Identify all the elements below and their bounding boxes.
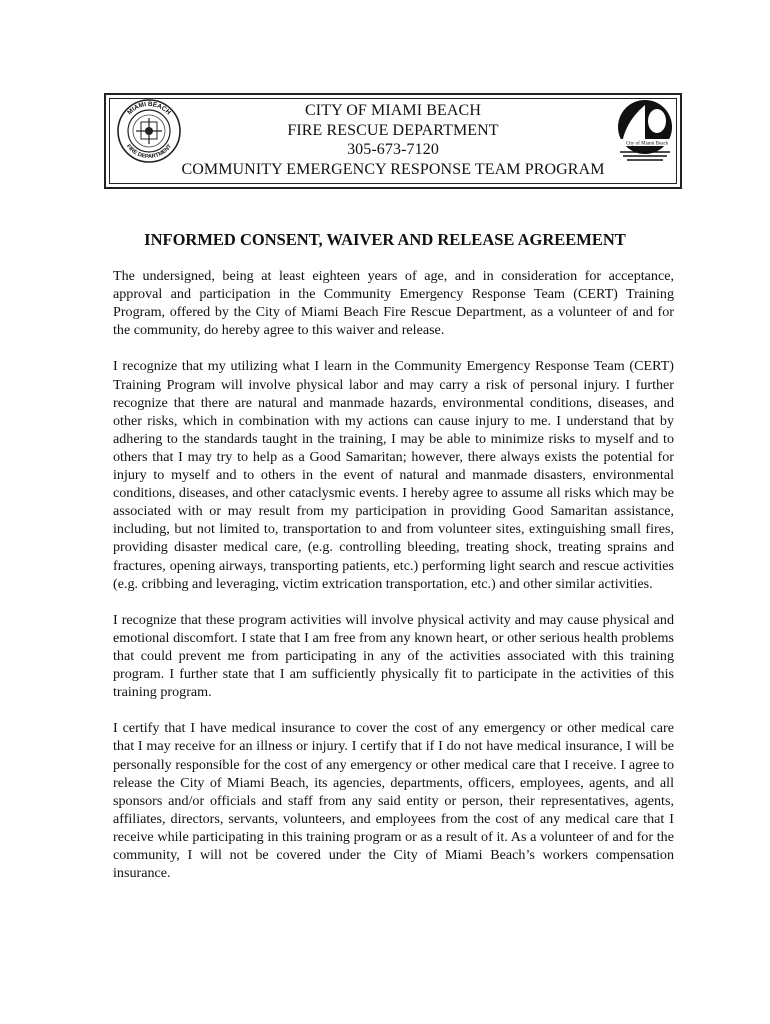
seal-bottom-text: FIRE DEPARTMENT	[124, 143, 174, 161]
logo-caption: City of Miami Beach	[625, 141, 669, 147]
letterhead-frame	[104, 93, 682, 189]
paragraph-consideration: The undersigned, being at least eighteen years of age, and in consideration for acceptance, approval and participation in the Community Emergency Response Team (CERT) Training Program, offered by the City of Miami Beach Fire Rescue Department, as a volunteer of and for the community, do hereby agree to this waiver and release.	[113, 268, 674, 339]
seal-top-text: MIAMI BEACH	[126, 100, 172, 117]
document-title: INFORMED CONSENT, WAIVER AND RELEASE AGREEMENT	[144, 230, 626, 249]
city-name: CITY OF MIAMI BEACH	[305, 102, 481, 119]
department-name: FIRE RESCUE DEPARTMENT	[287, 121, 499, 139]
paragraph-risk-acknowledgement: I recognize that my utilizing what I learn in the Community Emergency Response Team (CERT) Training Program will involve physical labor and may carry a risk of personal injury. I further recognize that there are natural and manmade hazards, environmental conditions, diseases, and other risks, which in combination with my actions can cause injury to me. I understand that by adhering to the standards taught in the training, I may be able to minimize risks to myself and to others that I may try to help as a Good Samaritan; however, there always exists the potential for injury to myself and to others in the event of natural and manmade disasters, environmental conditions, diseases, and other cataclysmic events. I hereby agree to assume all risks which may be associated with or may result from my participation in providing Good Samaritan assistance, including, but not limited to, transportation to and from volunteer sites, extinguishing small fires, providing disaster medical care, (e.g. controlling bleeding, treating shock, treating sprains and fractures, opening airways, transporting patients, etc.) performing light search and rescue activities (e.g. cribbing and leveraging, victim extrication transportation, etc.) and other similar activities.	[113, 358, 674, 592]
program-name: COMMUNITY EMERGENCY RESPONSE TEAM PROGRAM	[181, 160, 605, 178]
department-phone: 305-673-7120	[347, 141, 439, 158]
paragraph-physical-fitness: I recognize that these program activities will involve physical activity and may cause physical and emotional discomfort. I state that I am free from any known heart, or other serious health problems that could prevent me from participating in any of the activities associated with this training program. I further state that I am sufficiently physically fit to participate in the activities of this training program.	[113, 611, 674, 701]
city-of-miami-beach-logo-icon	[612, 99, 678, 167]
letterhead-text	[106, 101, 680, 179]
agreement-body	[113, 267, 674, 900]
paragraph-medical-insurance: I certify that I have medical insurance to cover the cost of any emergency or other medical care that I may receive for an illness or injury. I certify that if I do not have medical insurance, I will be personally responsible for the cost of any emergency or other medical care that I receive. I agree to release the City of Miami Beach, its agencies, departments, officers, employees, agents, and all sponsors and/or officials and staff from any said entity or person, their representatives, agents, affiliates, directors, servants, volunteers, and employees from the cost of any medical care that I receive while participating in this training program or as a result of it. As a volunteer of and for the community, I will not be covered under the City of Miami Beach’s workers compensation insurance.	[113, 720, 674, 882]
